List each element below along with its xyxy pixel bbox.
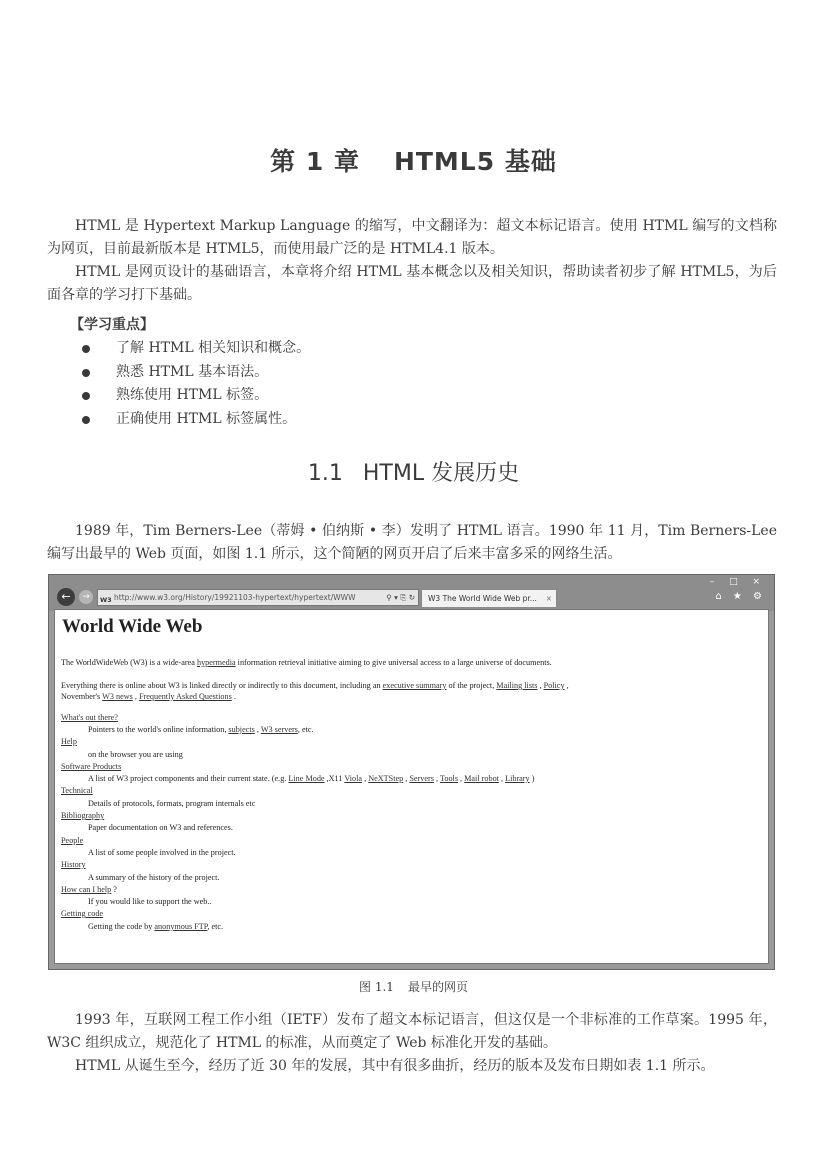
webpage-content bbox=[54, 609, 769, 964]
how-can-i-help: How can I help ? bbox=[61, 885, 117, 894]
window-controls: – □ × bbox=[709, 577, 766, 587]
bibliography-desc: Paper documentation on W3 and references. bbox=[88, 823, 233, 832]
software-desc: A list of W3 project components and their current state. (e.g. Line Mode ,X11 Viola , NeXTStep , Servers , Tools , Mail robot , Library ) bbox=[88, 774, 535, 783]
webpage-news: November's W3 news , Frequently Asked Questions . bbox=[61, 692, 236, 701]
chapter-number: 第 1 章 bbox=[270, 147, 360, 176]
forward-arrow-icon: → bbox=[79, 590, 93, 604]
link-getting-code: Getting code bbox=[61, 909, 104, 918]
link-software-products: Software Products bbox=[61, 762, 122, 771]
body-paragraph-2: 1993 年，互联网工程工作小组（IETF）发布了超文本标记语言，但这仅是一个非标准的工作草案。1995 年，W3C 组织成立，规范化了 HTML 的标准，从而奠定了 Web 标准化开发的基础。 bbox=[47, 1012, 777, 1051]
help-desc: on the browser you are using bbox=[88, 750, 183, 759]
chapter-title bbox=[0, 142, 827, 178]
browser-screenshot bbox=[48, 574, 775, 970]
link-help: Help bbox=[61, 737, 77, 746]
link-bibliography: Bibliography bbox=[61, 811, 105, 820]
link-history: History bbox=[61, 860, 86, 869]
link-whats-out-there: What's out there? bbox=[61, 713, 118, 722]
webpage-title: World Wide Web bbox=[62, 616, 203, 637]
webpage-intro: The WorldWideWeb (W3) is a wide-area hypermedia information retrieval initiative aiming to give universal access to a large universe of documents. bbox=[61, 658, 552, 667]
bullet-icon bbox=[82, 392, 90, 400]
people-desc: A list of some people involved in the project. bbox=[88, 848, 236, 857]
section-number: 1.1 bbox=[307, 461, 343, 486]
intro-paragraph-2: HTML 是网页设计的基础语言，本章将介绍 HTML 基本概念以及相关知识，帮助读者初步了解 HTML5，为后面各章的学习打下基础。 bbox=[47, 264, 777, 303]
link-people: People bbox=[61, 836, 84, 845]
close-icon: × bbox=[545, 594, 552, 603]
browser-toolbar bbox=[49, 575, 774, 611]
whats-out-desc: Pointers to the world's online information, subjects , W3 servers, etc. bbox=[88, 725, 314, 734]
home-favorites-settings-icon: ⌂ ★ ⚙ bbox=[715, 591, 766, 602]
chapter-name: HTML5 基础 bbox=[393, 147, 557, 176]
section-name: HTML 发展历史 bbox=[362, 461, 520, 486]
bullet-icon bbox=[82, 345, 90, 353]
intro-paragraph-1: HTML 是 Hypertext Markup Language 的缩写，中文翻译为：超文本标记语言。使用 HTML 编写的文档称为网页，目前最新版本是 HTML5，而使用最广泛的是 HTML4.1 版本。 bbox=[47, 218, 777, 257]
browser-tab bbox=[421, 589, 557, 607]
bullet-icon bbox=[82, 369, 90, 377]
webpage-everything: Everything there is online about W3 is linked directly or indirectly to this document, including an executive summary of the project, Mailing lists , Policy , bbox=[61, 681, 569, 690]
figure-caption bbox=[0, 978, 827, 995]
learning-focus-heading: 【学习重点】 bbox=[70, 317, 154, 333]
getting-code-desc: Getting the code by anonymous FTP, etc. bbox=[88, 922, 224, 931]
how-help-desc: If you would like to support the web.. bbox=[88, 897, 212, 906]
history-desc: A summary of the history of the project. bbox=[88, 873, 220, 882]
figure-caption-text: 最早的网页 bbox=[407, 980, 468, 994]
technical-desc: Details of protocols, formats, program internals etc bbox=[88, 799, 256, 808]
tab-title: W3 The World Wide Web pr... bbox=[428, 594, 537, 603]
section-title bbox=[0, 456, 827, 487]
body-paragraph-1: 1989 年，Tim Berners-Lee（蒂姆 • 伯纳斯 • 李）发明了 HTML 语言。1990 年 11 月，Tim Berners-Lee 编写出最早的 Web 页面，如图 1.1 所示，这个简陋的网页开启了后来丰富多采的网络生活。 bbox=[47, 523, 777, 562]
bullet-icon bbox=[82, 416, 90, 424]
address-bar bbox=[97, 589, 419, 606]
favicon-icon: W3 bbox=[100, 596, 112, 604]
address-tools-icon: ⚲ ▾ ⎘ ↻ bbox=[386, 593, 415, 602]
figure-label: 图 1.1 bbox=[359, 980, 394, 994]
link-technical: Technical bbox=[61, 786, 93, 795]
back-arrow-icon: ← bbox=[57, 588, 75, 606]
address-url: http://www.w3.org/History/19921103-hypertext/hypertext/WWW bbox=[114, 593, 356, 602]
body-paragraph-3: HTML 从诞生至今，经历了近 30 年的发展，其中有很多曲折，经历的版本及发布日期如表 1.1 所示。 bbox=[75, 1058, 715, 1074]
